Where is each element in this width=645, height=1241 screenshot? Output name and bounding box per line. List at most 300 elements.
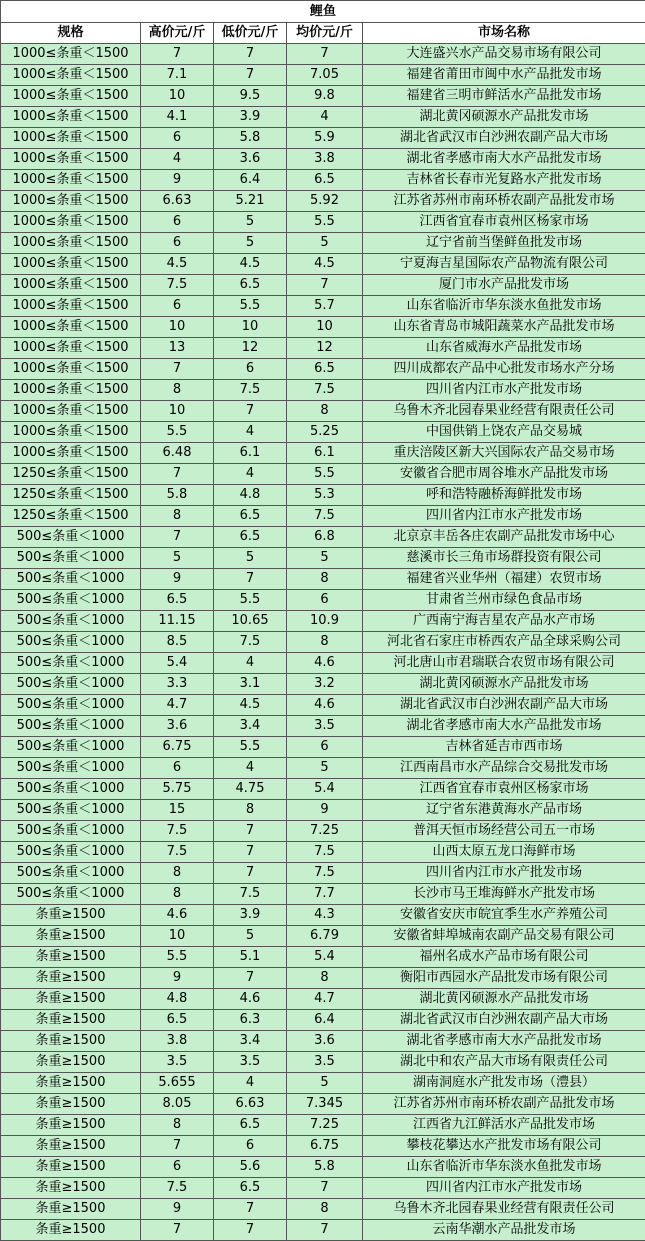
avg-price-cell: 4 xyxy=(287,107,363,128)
table-row xyxy=(1,926,645,947)
spec-cell: 1250≤条重＜1500 xyxy=(1,464,141,485)
market-name-cell: 广西南宁海吉星农产品水产市场 xyxy=(363,611,645,632)
avg-price-cell: 7.5 xyxy=(287,506,363,527)
avg-price-cell: 5.4 xyxy=(287,947,363,968)
table-row xyxy=(1,1052,645,1073)
low-price-cell: 6.5 xyxy=(214,506,287,527)
avg-price-cell: 5.25 xyxy=(287,422,363,443)
table-row xyxy=(1,527,645,548)
high-price-cell: 7 xyxy=(141,464,214,485)
avg-price-cell: 7.7 xyxy=(287,884,363,905)
avg-price-cell: 5.7 xyxy=(287,296,363,317)
market-name-cell: 长沙市马王堆海鲜水产批发市场 xyxy=(363,884,645,905)
table-row xyxy=(1,317,645,338)
spec-cell: 500≤条重＜1000 xyxy=(1,611,141,632)
table-row xyxy=(1,611,645,632)
low-price-cell: 5 xyxy=(214,548,287,569)
low-price-cell: 12 xyxy=(214,338,287,359)
high-price-cell: 4.8 xyxy=(141,989,214,1010)
spec-cell: 1000≤条重＜1500 xyxy=(1,65,141,86)
low-price-cell: 5 xyxy=(214,233,287,254)
high-price-cell: 5.655 xyxy=(141,1073,214,1094)
spec-cell: 1000≤条重＜1500 xyxy=(1,86,141,107)
high-price-cell: 4.6 xyxy=(141,905,214,926)
low-price-cell: 10.65 xyxy=(214,611,287,632)
avg-price-cell: 12 xyxy=(287,338,363,359)
avg-price-cell: 5.8 xyxy=(287,1157,363,1178)
market-name-cell: 山东省临沂市华东淡水鱼批发市场 xyxy=(363,296,645,317)
high-price-cell: 7 xyxy=(141,359,214,380)
market-name-cell: 湖北省孝感市南大水产品批发市场 xyxy=(363,716,645,737)
avg-price-cell: 5.5 xyxy=(287,464,363,485)
market-name-cell: 安徽省安庆市皖宜季生水产养殖公司 xyxy=(363,905,645,926)
avg-price-cell: 7.5 xyxy=(287,863,363,884)
high-price-cell: 6 xyxy=(141,212,214,233)
low-price-cell: 3.4 xyxy=(214,1031,287,1052)
avg-price-cell: 7.5 xyxy=(287,380,363,401)
low-price-cell: 7.5 xyxy=(214,884,287,905)
spec-cell: 条重≥1500 xyxy=(1,1136,141,1157)
avg-price-cell: 10 xyxy=(287,317,363,338)
high-price-cell: 9 xyxy=(141,569,214,590)
high-price-cell: 13 xyxy=(141,338,214,359)
high-price-cell: 9 xyxy=(141,1199,214,1220)
avg-price-cell: 3.5 xyxy=(287,716,363,737)
high-price-cell: 5.8 xyxy=(141,485,214,506)
high-price-cell: 10 xyxy=(141,86,214,107)
low-price-cell: 6.3 xyxy=(214,1010,287,1031)
market-name-cell: 江苏省苏州市南环桥农副产品批发市场 xyxy=(363,1094,645,1115)
low-price-cell: 5.8 xyxy=(214,128,287,149)
avg-price-cell: 8 xyxy=(287,1199,363,1220)
avg-price-cell: 5.3 xyxy=(287,485,363,506)
low-price-cell: 5.5 xyxy=(214,296,287,317)
market-name-cell: 福建省三明市鲜活水产品批发市场 xyxy=(363,86,645,107)
market-name-cell: 云南华潮水产品批发市场 xyxy=(363,1220,645,1241)
market-name-cell: 四川省内江市水产批发市场 xyxy=(363,1178,645,1199)
market-name-cell: 吉林省延吉市西市场 xyxy=(363,737,645,758)
low-price-cell: 6.5 xyxy=(214,275,287,296)
market-name-cell: 甘肃省兰州市绿色食品市场 xyxy=(363,590,645,611)
low-price-cell: 4.5 xyxy=(214,695,287,716)
low-price-cell: 3.5 xyxy=(214,1052,287,1073)
spec-cell: 1000≤条重＜1500 xyxy=(1,401,141,422)
table-row xyxy=(1,443,645,464)
table-row xyxy=(1,863,645,884)
table-row xyxy=(1,485,645,506)
low-price-cell: 4 xyxy=(214,422,287,443)
table-row xyxy=(1,401,645,422)
avg-price-cell: 6.5 xyxy=(287,359,363,380)
table-row xyxy=(1,44,645,65)
avg-price-cell: 8 xyxy=(287,569,363,590)
high-price-cell: 8 xyxy=(141,884,214,905)
spec-cell: 1000≤条重＜1500 xyxy=(1,107,141,128)
market-name-cell: 河北省石家庄市桥西农产品全球采购公司 xyxy=(363,632,645,653)
spec-cell: 500≤条重＜1000 xyxy=(1,653,141,674)
avg-price-cell: 3.8 xyxy=(287,149,363,170)
avg-price-cell: 9 xyxy=(287,800,363,821)
spec-cell: 条重≥1500 xyxy=(1,989,141,1010)
avg-price-cell: 3.2 xyxy=(287,674,363,695)
market-name-cell: 辽宁省东港黄海水产品市场 xyxy=(363,800,645,821)
table-row xyxy=(1,842,645,863)
avg-price-cell: 10.9 xyxy=(287,611,363,632)
low-price-cell: 3.4 xyxy=(214,716,287,737)
table-row xyxy=(1,800,645,821)
spec-cell: 1000≤条重＜1500 xyxy=(1,149,141,170)
avg-price-cell: 4.6 xyxy=(287,653,363,674)
spec-cell: 500≤条重＜1000 xyxy=(1,674,141,695)
avg-price-cell: 3.5 xyxy=(287,1052,363,1073)
spec-cell: 500≤条重＜1000 xyxy=(1,779,141,800)
avg-price-cell: 5 xyxy=(287,1073,363,1094)
avg-price-cell: 6 xyxy=(287,737,363,758)
high-price-cell: 6 xyxy=(141,758,214,779)
avg-price-cell: 8 xyxy=(287,401,363,422)
spec-cell: 500≤条重＜1000 xyxy=(1,590,141,611)
low-price-cell: 5 xyxy=(214,212,287,233)
table-row xyxy=(1,968,645,989)
spec-cell: 条重≥1500 xyxy=(1,1031,141,1052)
table-row xyxy=(1,905,645,926)
avg-price-cell: 7.05 xyxy=(287,65,363,86)
spec-cell: 条重≥1500 xyxy=(1,1115,141,1136)
high-price-cell: 8 xyxy=(141,506,214,527)
low-price-cell: 5 xyxy=(214,926,287,947)
high-price-cell: 7 xyxy=(141,44,214,65)
avg-price-cell: 4.7 xyxy=(287,989,363,1010)
table-row xyxy=(1,779,645,800)
market-name-cell: 山东省青岛市城阳蔬菜水产品批发市场 xyxy=(363,317,645,338)
low-price-cell: 3.1 xyxy=(214,674,287,695)
high-price-cell: 5 xyxy=(141,548,214,569)
table-row xyxy=(1,674,645,695)
market-name-cell: 山西太原五龙口海鲜市场 xyxy=(363,842,645,863)
high-price-cell: 9 xyxy=(141,170,214,191)
spec-cell: 条重≥1500 xyxy=(1,1052,141,1073)
market-name-cell: 湖北省孝感市南大水产品批发市场 xyxy=(363,149,645,170)
high-price-cell: 3.3 xyxy=(141,674,214,695)
market-name-cell: 四川省内江市水产批发市场 xyxy=(363,380,645,401)
avg-price-cell: 6.1 xyxy=(287,443,363,464)
avg-price-cell: 7.25 xyxy=(287,821,363,842)
spec-cell: 500≤条重＜1000 xyxy=(1,716,141,737)
spec-cell: 500≤条重＜1000 xyxy=(1,632,141,653)
market-name-cell: 北京京丰岳各庄农副产品批发市场中心 xyxy=(363,527,645,548)
avg-price-cell: 5.5 xyxy=(287,212,363,233)
table-row xyxy=(1,632,645,653)
market-name-cell: 大连盛兴水产品交易市场有限公司 xyxy=(363,44,645,65)
avg-price-cell: 8 xyxy=(287,968,363,989)
high-price-cell: 7.1 xyxy=(141,65,214,86)
high-price-cell: 4.7 xyxy=(141,695,214,716)
table-row xyxy=(1,275,645,296)
low-price-cell: 6 xyxy=(214,359,287,380)
spec-cell: 500≤条重＜1000 xyxy=(1,863,141,884)
high-price-cell: 6.63 xyxy=(141,191,214,212)
low-price-cell: 5.1 xyxy=(214,947,287,968)
table-title: 鲤鱼 xyxy=(1,1,645,23)
low-price-cell: 7 xyxy=(214,863,287,884)
avg-price-cell: 5 xyxy=(287,758,363,779)
high-price-cell: 6.5 xyxy=(141,590,214,611)
avg-price-cell: 5 xyxy=(287,233,363,254)
table-row xyxy=(1,737,645,758)
table-row xyxy=(1,86,645,107)
avg-price-cell: 6.8 xyxy=(287,527,363,548)
low-price-cell: 6.1 xyxy=(214,443,287,464)
spec-cell: 500≤条重＜1000 xyxy=(1,821,141,842)
spec-cell: 1000≤条重＜1500 xyxy=(1,338,141,359)
avg-price-cell: 6.75 xyxy=(287,1136,363,1157)
low-price-cell: 7 xyxy=(214,842,287,863)
low-price-cell: 4 xyxy=(214,1073,287,1094)
market-name-cell: 湖北省武汉市白沙洲农副产品大市场 xyxy=(363,128,645,149)
market-name-cell: 呼和浩特融桥海鲜批发市场 xyxy=(363,485,645,506)
high-price-cell: 4.5 xyxy=(141,254,214,275)
avg-price-cell: 7.25 xyxy=(287,1115,363,1136)
low-price-cell: 4 xyxy=(214,464,287,485)
table-row xyxy=(1,128,645,149)
high-price-cell: 7.5 xyxy=(141,1178,214,1199)
market-name-cell: 江西南昌市水产品综合交易批发市场 xyxy=(363,758,645,779)
market-name-cell: 辽宁省前当堡鲜鱼批发市场 xyxy=(363,233,645,254)
low-price-cell: 4 xyxy=(214,653,287,674)
avg-price-cell: 7.345 xyxy=(287,1094,363,1115)
column-header-market-name: 市场名称 xyxy=(363,23,645,44)
table-row xyxy=(1,1220,645,1241)
avg-price-cell: 7 xyxy=(287,275,363,296)
market-name-cell: 湖北黄冈硕源水产品批发市场 xyxy=(363,674,645,695)
low-price-cell: 4.8 xyxy=(214,485,287,506)
table-row xyxy=(1,506,645,527)
market-name-cell: 湖北黄冈硕源水产品批发市场 xyxy=(363,989,645,1010)
table-row xyxy=(1,296,645,317)
table-row xyxy=(1,695,645,716)
table-row xyxy=(1,1094,645,1115)
high-price-cell: 7 xyxy=(141,1220,214,1241)
low-price-cell: 7 xyxy=(214,569,287,590)
spec-cell: 条重≥1500 xyxy=(1,1220,141,1241)
market-name-cell: 攀枝花攀达水产批发市场有限公司 xyxy=(363,1136,645,1157)
avg-price-cell: 6 xyxy=(287,590,363,611)
low-price-cell: 7 xyxy=(214,821,287,842)
table-row xyxy=(1,65,645,86)
low-price-cell: 7 xyxy=(214,44,287,65)
market-name-cell: 河北唐山市君瑞联合农贸市场有限公司 xyxy=(363,653,645,674)
avg-price-cell: 7 xyxy=(287,1220,363,1241)
low-price-cell: 7 xyxy=(214,1220,287,1241)
market-name-cell: 中国供销上饶农产品交易城 xyxy=(363,422,645,443)
low-price-cell: 5.5 xyxy=(214,737,287,758)
title-row xyxy=(1,1,645,23)
low-price-cell: 10 xyxy=(214,317,287,338)
avg-price-cell: 5.92 xyxy=(287,191,363,212)
table-row xyxy=(1,1010,645,1031)
high-price-cell: 3.8 xyxy=(141,1031,214,1052)
avg-price-cell: 5.4 xyxy=(287,779,363,800)
avg-price-cell: 3.6 xyxy=(287,1031,363,1052)
avg-price-cell: 9.8 xyxy=(287,86,363,107)
spec-cell: 1000≤条重＜1500 xyxy=(1,212,141,233)
spec-cell: 条重≥1500 xyxy=(1,1157,141,1178)
spec-cell: 500≤条重＜1000 xyxy=(1,527,141,548)
market-name-cell: 湖北省武汉市白沙洲农副产品大市场 xyxy=(363,1010,645,1031)
spec-cell: 500≤条重＜1000 xyxy=(1,548,141,569)
high-price-cell: 6.48 xyxy=(141,443,214,464)
market-name-cell: 江西省宜春市袁州区杨家市场 xyxy=(363,212,645,233)
high-price-cell: 4.1 xyxy=(141,107,214,128)
market-name-cell: 乌鲁木齐北园春果业经营有限责任公司 xyxy=(363,401,645,422)
spec-cell: 500≤条重＜1000 xyxy=(1,695,141,716)
market-name-cell: 江西省九江鲜活水产品批发市场 xyxy=(363,1115,645,1136)
market-name-cell: 吉林省长春市光复路水产批发市场 xyxy=(363,170,645,191)
table-row xyxy=(1,212,645,233)
table-row xyxy=(1,380,645,401)
low-price-cell: 6.5 xyxy=(214,527,287,548)
low-price-cell: 6.4 xyxy=(214,170,287,191)
market-name-cell: 四川省内江市水产批发市场 xyxy=(363,863,645,884)
table-row xyxy=(1,233,645,254)
high-price-cell: 6 xyxy=(141,233,214,254)
spec-cell: 1000≤条重＜1500 xyxy=(1,296,141,317)
market-name-cell: 湖北黄冈硕源水产品批发市场 xyxy=(363,107,645,128)
table-row xyxy=(1,149,645,170)
market-name-cell: 安徽省蚌埠城南农副产品交易有限公司 xyxy=(363,926,645,947)
low-price-cell: 7 xyxy=(214,1199,287,1220)
low-price-cell: 7 xyxy=(214,968,287,989)
avg-price-cell: 7 xyxy=(287,1178,363,1199)
low-price-cell: 5.5 xyxy=(214,590,287,611)
spec-cell: 1000≤条重＜1500 xyxy=(1,317,141,338)
low-price-cell: 6 xyxy=(214,1136,287,1157)
table-row xyxy=(1,569,645,590)
market-name-cell: 重庆涪陵区新大兴国际农产品交易市场 xyxy=(363,443,645,464)
high-price-cell: 8 xyxy=(141,863,214,884)
market-name-cell: 福建省莆田市闽中水产品批发市场 xyxy=(363,65,645,86)
table-row xyxy=(1,1115,645,1136)
low-price-cell: 7 xyxy=(214,65,287,86)
spec-cell: 500≤条重＜1000 xyxy=(1,842,141,863)
high-price-cell: 15 xyxy=(141,800,214,821)
low-price-cell: 9.5 xyxy=(214,86,287,107)
table-row xyxy=(1,947,645,968)
spec-cell: 条重≥1500 xyxy=(1,1073,141,1094)
avg-price-cell: 4.3 xyxy=(287,905,363,926)
low-price-cell: 7.5 xyxy=(214,380,287,401)
market-name-cell: 安徽省合肥市周谷堆水产品批发市场 xyxy=(363,464,645,485)
table-row xyxy=(1,254,645,275)
high-price-cell: 3.6 xyxy=(141,716,214,737)
spec-cell: 500≤条重＜1000 xyxy=(1,758,141,779)
low-price-cell: 4.5 xyxy=(214,254,287,275)
low-price-cell: 6.5 xyxy=(214,1178,287,1199)
table-row xyxy=(1,989,645,1010)
high-price-cell: 6 xyxy=(141,128,214,149)
table-row xyxy=(1,464,645,485)
spec-cell: 1250≤条重＜1500 xyxy=(1,485,141,506)
market-name-cell: 山东省威海水产品批发市场 xyxy=(363,338,645,359)
table-row xyxy=(1,1178,645,1199)
high-price-cell: 3.5 xyxy=(141,1052,214,1073)
market-name-cell: 湖北省孝感市南大水产品批发市场 xyxy=(363,1031,645,1052)
market-name-cell: 湖北省武汉市白沙洲农副产品大市场 xyxy=(363,695,645,716)
table-row xyxy=(1,107,645,128)
high-price-cell: 5.5 xyxy=(141,422,214,443)
column-header-spec: 规格 xyxy=(1,23,141,44)
high-price-cell: 8.05 xyxy=(141,1094,214,1115)
spec-cell: 1000≤条重＜1500 xyxy=(1,422,141,443)
high-price-cell: 11.15 xyxy=(141,611,214,632)
spec-cell: 条重≥1500 xyxy=(1,1010,141,1031)
market-name-cell: 湖南洞庭水产批发市场（澧县） xyxy=(363,1073,645,1094)
low-price-cell: 6.5 xyxy=(214,1115,287,1136)
high-price-cell: 10 xyxy=(141,401,214,422)
high-price-cell: 6.75 xyxy=(141,737,214,758)
spec-cell: 1000≤条重＜1500 xyxy=(1,170,141,191)
high-price-cell: 6 xyxy=(141,296,214,317)
low-price-cell: 4.75 xyxy=(214,779,287,800)
table-row xyxy=(1,653,645,674)
low-price-cell: 5.6 xyxy=(214,1157,287,1178)
market-name-cell: 衡阳市西园水产品批发市场有限公司 xyxy=(363,968,645,989)
low-price-cell: 4 xyxy=(214,758,287,779)
market-name-cell: 江苏省苏州市南环桥农副产品批发市场 xyxy=(363,191,645,212)
column-header-low-price: 低价元/斤 xyxy=(214,23,287,44)
header-row xyxy=(1,23,645,44)
table-row xyxy=(1,170,645,191)
avg-price-cell: 6.4 xyxy=(287,1010,363,1031)
spec-cell: 1000≤条重＜1500 xyxy=(1,254,141,275)
spec-cell: 1250≤条重＜1500 xyxy=(1,506,141,527)
high-price-cell: 4 xyxy=(141,149,214,170)
spec-cell: 500≤条重＜1000 xyxy=(1,800,141,821)
high-price-cell: 7.5 xyxy=(141,275,214,296)
market-name-cell: 慈溪市长三角市场群投资有限公司 xyxy=(363,548,645,569)
market-name-cell: 普洱天恒市场经营公司五一市场 xyxy=(363,821,645,842)
table-row xyxy=(1,1199,645,1220)
market-name-cell: 四川成都农产品中心批发市场水产分场 xyxy=(363,359,645,380)
spec-cell: 500≤条重＜1000 xyxy=(1,884,141,905)
high-price-cell: 8 xyxy=(141,1115,214,1136)
spec-cell: 条重≥1500 xyxy=(1,968,141,989)
table-row xyxy=(1,821,645,842)
avg-price-cell: 8 xyxy=(287,632,363,653)
avg-price-cell: 5 xyxy=(287,548,363,569)
table-row xyxy=(1,1031,645,1052)
high-price-cell: 10 xyxy=(141,926,214,947)
low-price-cell: 7 xyxy=(214,401,287,422)
spec-cell: 条重≥1500 xyxy=(1,926,141,947)
high-price-cell: 8.5 xyxy=(141,632,214,653)
high-price-cell: 7 xyxy=(141,1136,214,1157)
spec-cell: 1000≤条重＜1500 xyxy=(1,44,141,65)
high-price-cell: 7.5 xyxy=(141,842,214,863)
market-name-cell: 湖北中和农产品大市场有限责任公司 xyxy=(363,1052,645,1073)
market-name-cell: 江西省宜春市袁州区杨家市场 xyxy=(363,779,645,800)
column-header-avg-price: 均价元/斤 xyxy=(287,23,363,44)
low-price-cell: 3.9 xyxy=(214,107,287,128)
high-price-cell: 7 xyxy=(141,527,214,548)
avg-price-cell: 7 xyxy=(287,44,363,65)
avg-price-cell: 4.6 xyxy=(287,695,363,716)
high-price-cell: 5.5 xyxy=(141,947,214,968)
table-row xyxy=(1,758,645,779)
avg-price-cell: 6.79 xyxy=(287,926,363,947)
avg-price-cell: 4.5 xyxy=(287,254,363,275)
table-row xyxy=(1,884,645,905)
